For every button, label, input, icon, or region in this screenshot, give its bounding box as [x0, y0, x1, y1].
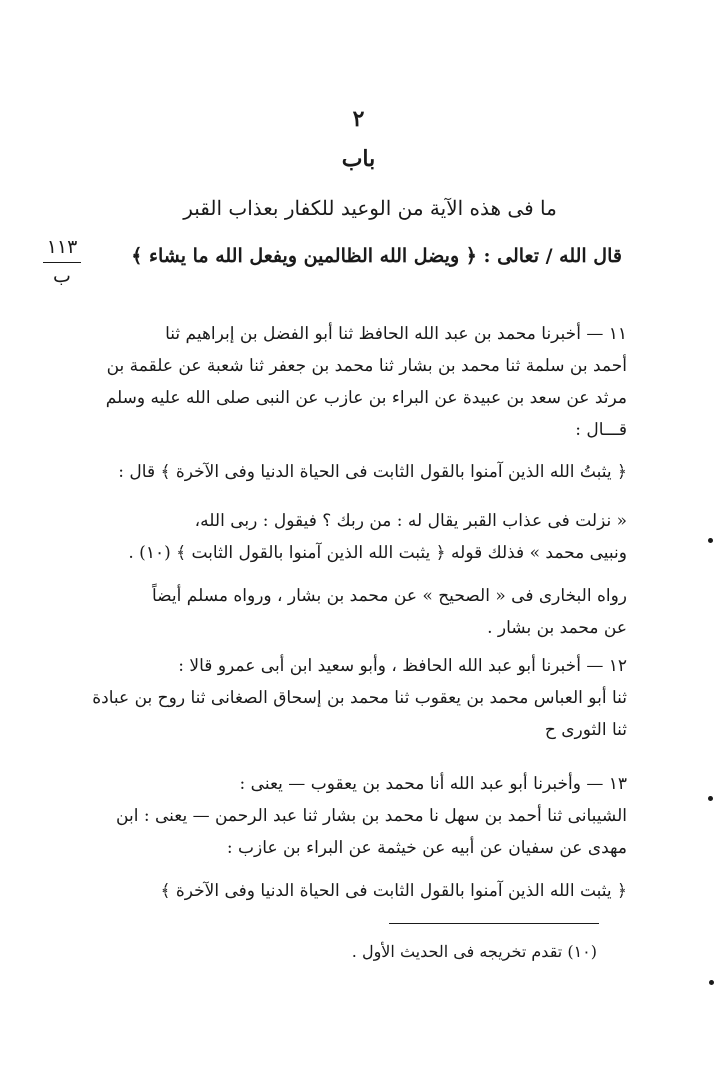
hadith-12-line: ثنا أبو العباس محمد بن يعقوب ثنا محمد بن إسحاق الصغانى ثنا روح بن عبادة	[92, 688, 627, 708]
explanation-line: « نزلت فى عذاب القبر يقال له : من ربك ؟ فيقول : ربى الله،	[194, 511, 627, 531]
scan-mark	[708, 796, 713, 801]
hadith-12-line: ثنا الثورى ح	[544, 720, 627, 740]
quran-verse-2-line: ﴿ يثبت الله الذين آمنوا بالقول الثابت فى الحياة الدنيا وفى الآخرة ﴾	[160, 881, 627, 901]
verse-heading: قال الله / تعالى : ﴿ ويضل الله الظالمين ويفعل الله ما يشاء ﴾	[131, 245, 622, 267]
hadith-12	[92, 650, 627, 746]
hadith-11-line: ١١ — أخبرنا محمد بن عبد الله الحافظ ثنا أبو الفضل بن إبراهيم ثنا	[165, 324, 627, 344]
bukhari-note-line: عن محمد بن بشار .	[487, 618, 627, 638]
scan-mark	[708, 538, 713, 543]
bukhari-note-line: رواه البخارى فى « الصحيح » عن محمد بن بشار ، ورواه مسلم أيضاً	[151, 586, 627, 606]
footnote-divider	[389, 923, 599, 924]
hadith-13-line: مهدى عن سفيان عن أبيه عن خيثمة عن البراء بن عازب :	[226, 838, 627, 858]
chapter-number: ٢	[352, 106, 365, 132]
margin-page-note	[40, 236, 84, 287]
explanation-line: ونبيى محمد » فذلك قوله ﴿ يثبت الله الذين آمنوا بالقول الثابت ﴾ (١٠) .	[128, 543, 627, 563]
hadith-11	[107, 318, 627, 446]
margin-page-side: ب	[53, 265, 71, 287]
chapter-label: باب	[341, 146, 376, 172]
hadith-13-line: الشيبانى ثنا أحمد بن سهل نا محمد بن بشار ثنا عبد الرحمن — يعنى : ابن	[116, 806, 627, 826]
quran-verse-1	[107, 456, 627, 488]
hadith-11-line: مرثد عن سعد بن عبيدة عن البراء بن عازب عن النبى صلى الله عليه وسلم	[105, 388, 627, 408]
quran-verse-1-line: ﴿ يثبتُ الله الذين آمنوا بالقول الثابت فى الحياة الدنيا وفى الآخرة ﴾ قال :	[118, 462, 627, 482]
hadith-11-line: أحمد بن سلمة ثنا محمد بن بشار ثنا محمد بن جعفر ثنا شعبة عن علقمة بن	[106, 356, 627, 376]
margin-page-number: ١١٣	[46, 236, 78, 258]
scan-mark	[709, 980, 714, 985]
footnote: (١٠) تقدم تخريجه فى الحديث الأول .	[351, 942, 597, 961]
hadith-12-line: ١٢ — أخبرنا أبو عبد الله الحافظ ، وأبو سعيد ابن أبى عمرو قالا :	[178, 656, 627, 676]
hadith-13	[107, 768, 627, 864]
margin-rule	[43, 262, 81, 263]
hadith-11-line: قـــال :	[575, 420, 627, 440]
quran-verse-2	[107, 875, 627, 907]
hadith-13-line: ١٣ — وأخبرنا أبو عبد الله أنا محمد بن يعقوب — يعنى :	[239, 774, 627, 794]
bukhari-note	[107, 580, 627, 644]
chapter-title: ما فى هذه الآية من الوعيد للكفار بعذاب القبر	[183, 196, 557, 220]
explanation	[107, 505, 627, 569]
